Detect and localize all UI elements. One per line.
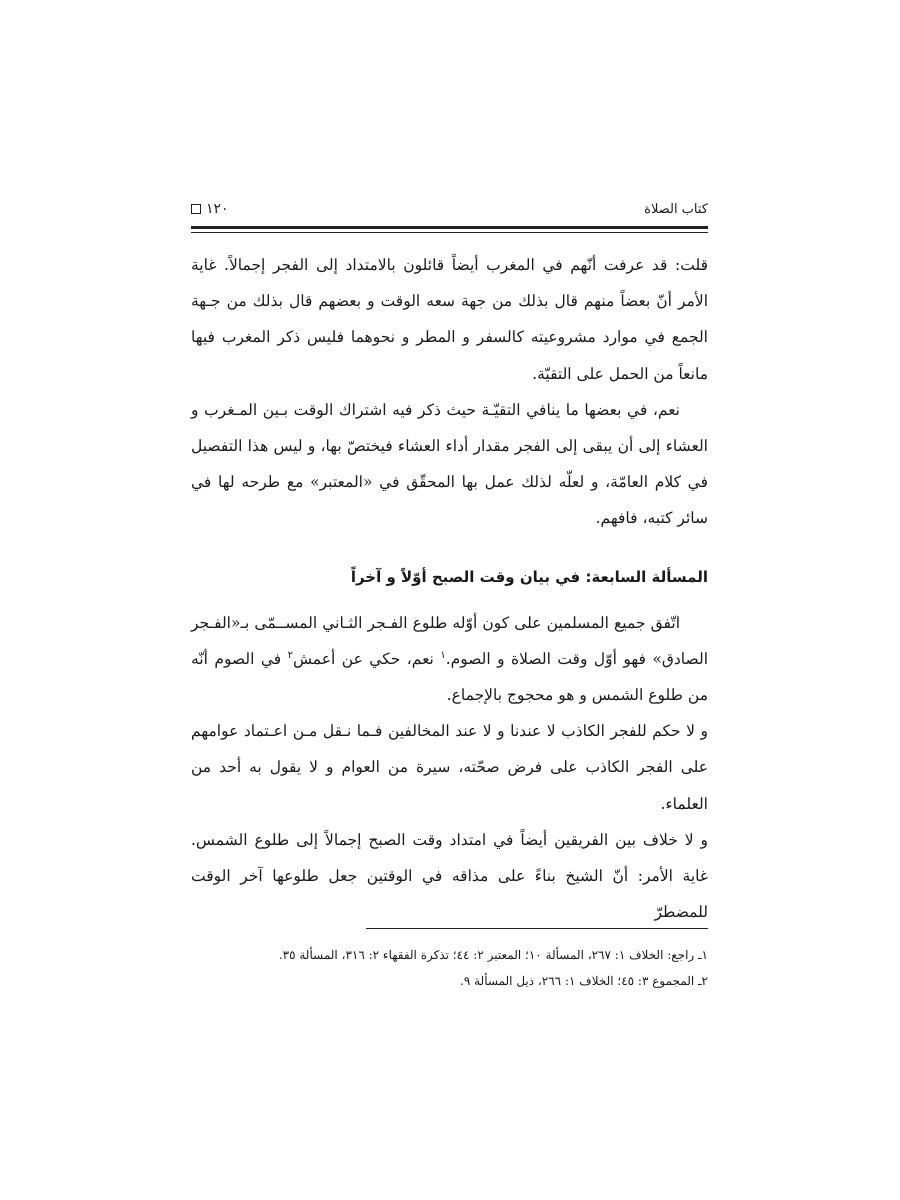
paragraph-with-footnotes [191, 605, 708, 714]
paragraph: قلت: قد عرفت أنّهم في المغرب أيضاً قائلون بالامتداد إلى الفجر إجمالاً. غاية الأمر أنّ بعضاً منهم قال بذلك من جهة سعه الوقت و بعضهم قال بذلك من جـهة الجمع في موارد مشروعيته كالسفر و المطر و نحوهما فليس ذكر المغرب فيها مانعاً من الحمل على التقيّة. [191, 256, 708, 383]
footnote-ref: ١ [440, 649, 446, 661]
paragraph-text: نعم، حكي عن أعمش [293, 649, 441, 668]
square-ornament-icon [191, 204, 201, 214]
footnotes [191, 942, 708, 994]
header-rule-thin [191, 232, 708, 233]
footnote-ref: ٢ [287, 649, 294, 661]
paragraph-text: اتّفق جميع المسلمين على كون أوّله طلوع الفـجر الثـاني المســمّى بـ«الفـجر الصادق» فهو أوّل وقت الصلاة و الصوم. [191, 613, 708, 668]
main-text [191, 247, 708, 930]
paragraph-text: في الصوم أنّه من طلوع الشمس و هو محجوج بالإجماع. [191, 649, 708, 705]
paragraph: و لا حكم للفجر الكاذب لا عندنا و لا عند المخالفين فـما نـقل مـن اعـتماد عوامهم على الفجر الكاذب على فرض صحّته، سيرة من العوام و لا يقول به أحد من العلماء. [191, 722, 708, 813]
page-number-group [191, 201, 229, 217]
footnote: ٢ـ المجموع ٣: ٤٥؛ الخلاف ١: ٢٦٦، ذيل المسألة ٩. [460, 974, 708, 988]
section-heading: المسألة السابعة: في بيان وقت الصبح أوّلاً و آخراً [350, 567, 708, 586]
paragraph: نعم، في بعضها ما ينافي التقيّـة حيث ذكر فيه اشتراك الوقت بـين المـغرب و العشاء إلى أن يبقى إلى الفجر مقدار أداء العشاء فيختصّ بها، و ليس هذا التفصيل في كلام العامّة، و لعلّه لذلك عمل بها المحقّق في «المعتبر» مع طرحه لها في سائر كتبه، فافهم. [191, 400, 708, 528]
header-rule-thick [191, 226, 708, 229]
page-number: ١٢٠ [206, 201, 229, 217]
footnote-separator [366, 928, 708, 929]
running-header [191, 198, 708, 224]
footnote: ١ـ راجع: الخلاف ١: ٢٦٧، المسألة ١٠؛ المعتبر ٢: ٤٤؛ تذكرة الفقهاء ٢: ٣١٦، المسألة ٣٥. [278, 948, 708, 962]
book-title: كتاب الصلاة [644, 202, 708, 217]
paragraph: و لا خلاف بين الفريقين أيضاً في امتداد وقت الصبح إجمالاً إلى طلوع الشمس. غاية الأمر: أنّ الشيخ بناءً على مذاقه في الوقتين جعل طلوعها آخر الوقت للمضطرّ [191, 830, 708, 922]
